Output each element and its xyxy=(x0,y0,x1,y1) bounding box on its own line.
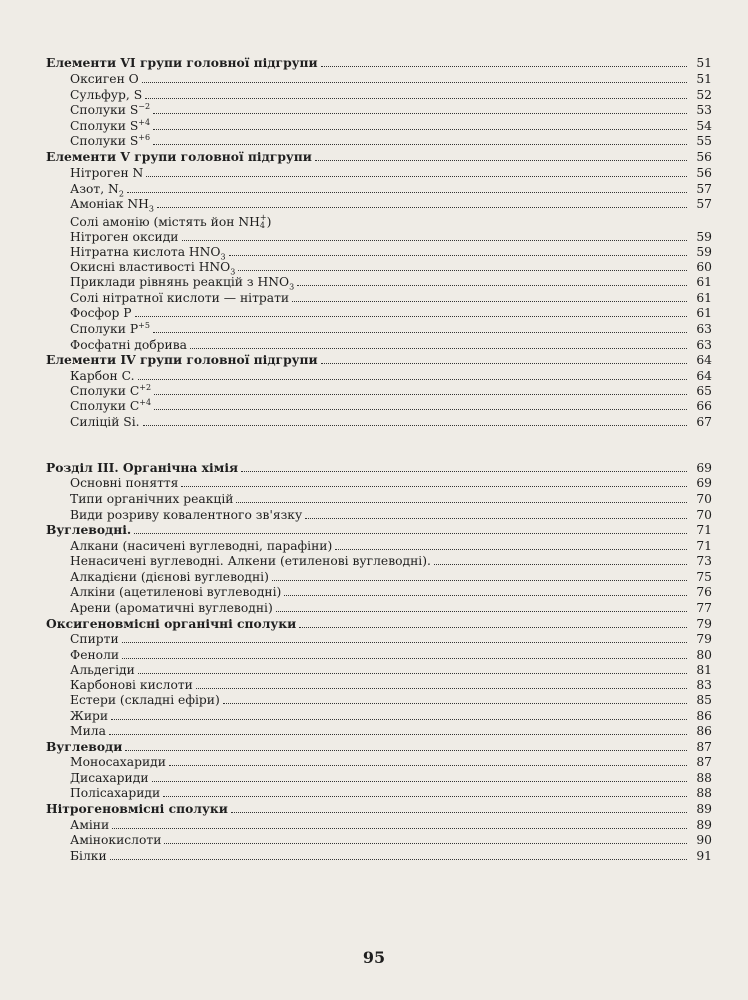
toc-entry-page: 63 xyxy=(696,338,712,352)
toc-entry-title xyxy=(70,475,178,491)
subsup xyxy=(260,214,267,230)
dot-leader xyxy=(305,518,687,519)
toc-entry-page: 75 xyxy=(696,570,712,584)
toc-section-entry xyxy=(46,55,712,71)
dot-leader xyxy=(292,301,687,302)
superscript: +2 xyxy=(139,382,152,392)
toc-entry xyxy=(70,274,712,290)
dot-leader xyxy=(127,192,687,193)
toc-entry-text: Окисні властивості HNO xyxy=(70,260,231,274)
toc-entry xyxy=(70,321,712,337)
toc-entry-page: 70 xyxy=(696,492,712,506)
toc-entry xyxy=(70,102,712,118)
toc-entry xyxy=(70,229,712,245)
toc-entry-text: Оксиген O xyxy=(70,72,139,86)
toc-entry-title xyxy=(70,274,294,290)
toc-entry-title xyxy=(70,584,281,600)
toc-entry xyxy=(70,118,712,134)
dot-leader xyxy=(142,82,687,83)
toc-entry xyxy=(70,196,712,212)
toc-entry-page: 64 xyxy=(696,369,712,383)
dot-leader xyxy=(276,611,687,612)
toc-entry-title xyxy=(70,259,235,275)
toc-entry xyxy=(70,770,712,786)
toc-entry-text: Типи органічних реакцій xyxy=(70,492,234,506)
toc-entry-title xyxy=(70,785,160,801)
toc-entry-text: Елементи IV групи головної підгрупи xyxy=(46,352,318,367)
toc-entry-title xyxy=(46,460,238,476)
dot-leader xyxy=(434,564,687,565)
toc-entry-text: Моносахариди xyxy=(70,755,166,769)
toc-entry-title xyxy=(46,522,131,538)
toc-entry xyxy=(70,305,712,321)
toc-entry xyxy=(70,244,712,260)
toc-entry xyxy=(70,368,712,384)
toc-section-entry xyxy=(46,801,712,817)
toc-entry-page: 90 xyxy=(696,833,712,847)
toc-entry-title xyxy=(70,383,151,399)
toc-entry-title xyxy=(70,337,187,353)
toc-entry-text: Естери (складні ефіри) xyxy=(70,693,220,707)
toc-entry-text: Приклади рівнянь реакцій з HNO xyxy=(70,275,290,289)
toc-entry-text: Феноли xyxy=(70,648,120,662)
dot-leader xyxy=(111,719,687,720)
toc-entry-page: 79 xyxy=(696,617,712,631)
dot-leader xyxy=(223,703,687,704)
toc-entry xyxy=(70,71,712,87)
dot-leader xyxy=(238,270,687,271)
dot-leader xyxy=(190,348,687,349)
toc-entry-text: Арени (ароматичні вуглеводні) xyxy=(70,601,273,615)
toc-entry-text: Дисахариди xyxy=(70,771,149,785)
toc-entry-page: 71 xyxy=(696,539,712,553)
toc-entry xyxy=(70,398,712,414)
toc-entry-page: 51 xyxy=(696,56,712,70)
dot-leader xyxy=(157,207,687,208)
superscript: +4 xyxy=(139,397,152,407)
toc-section-entry xyxy=(46,522,712,538)
toc-entry-page: 83 xyxy=(696,678,712,692)
toc-entry xyxy=(70,491,712,507)
toc-entry-text: Елементи V групи головної підгрупи xyxy=(46,149,312,164)
toc-entry-title xyxy=(70,229,179,245)
toc-entry xyxy=(70,677,712,693)
toc-entry-title xyxy=(70,244,226,260)
toc-entry xyxy=(70,647,712,663)
toc-entry xyxy=(70,584,712,600)
toc-section-entry xyxy=(46,352,712,368)
dot-leader xyxy=(169,765,687,766)
toc-entry xyxy=(70,662,712,678)
toc-entry-text: Карбон C. xyxy=(70,369,135,383)
dot-leader xyxy=(315,160,687,161)
dot-leader xyxy=(143,425,687,426)
toc-entry-text: Мила xyxy=(70,724,106,738)
toc-entry-title xyxy=(70,368,135,384)
toc-entry-title xyxy=(70,214,271,231)
toc-entry-page: 88 xyxy=(696,786,712,800)
toc-entry xyxy=(70,383,712,399)
dot-leader xyxy=(241,471,687,472)
toc-entry-page: 56 xyxy=(696,166,712,180)
toc-entry-page: 51 xyxy=(696,72,712,86)
toc-entry-title xyxy=(70,677,193,693)
toc-entry-text: Алкани (насичені вуглеводні, парафіни) xyxy=(70,539,333,553)
superscript: +6 xyxy=(138,132,151,142)
dot-leader xyxy=(110,859,687,860)
dot-leader xyxy=(299,627,687,628)
toc-entry-page: 79 xyxy=(696,632,712,646)
toc-entry-page: 91 xyxy=(696,849,712,863)
toc-entry-title xyxy=(70,662,135,678)
toc-entry-title xyxy=(70,538,332,554)
dot-leader xyxy=(153,129,687,130)
toc-entry-title xyxy=(70,692,220,708)
dot-leader xyxy=(138,379,687,380)
toc-entry-title xyxy=(70,600,273,616)
toc-entry-text: Сполуки C xyxy=(70,384,140,398)
toc-entry-text: Білки xyxy=(70,849,107,863)
toc-entry-text: Карбонові кислоти xyxy=(70,678,193,692)
toc-entry-text: Альдегіди xyxy=(70,663,135,677)
dot-leader xyxy=(335,549,687,550)
toc-entry-text: Сполуки S xyxy=(70,134,139,148)
dot-leader xyxy=(321,66,687,67)
toc-entry-title xyxy=(70,848,107,864)
toc-entry-page: 56 xyxy=(696,150,712,164)
dot-leader xyxy=(229,255,687,256)
dot-leader xyxy=(153,113,687,114)
toc-section-entry xyxy=(46,616,712,632)
toc-entry-page: 67 xyxy=(696,415,712,429)
toc-entry-text: Нітроген N xyxy=(70,166,144,180)
toc-entry xyxy=(70,754,712,770)
toc-entry-page: 80 xyxy=(696,648,712,662)
toc-entry xyxy=(70,475,712,491)
subscript: 3 xyxy=(230,267,236,277)
dot-leader xyxy=(272,580,687,581)
toc-entry-title xyxy=(70,133,150,149)
toc-entry-title xyxy=(46,55,318,71)
dot-leader xyxy=(182,240,688,241)
toc-entry-page: 86 xyxy=(696,709,712,723)
toc-entry-text: Амінокислоти xyxy=(70,833,162,847)
toc-entry-page: 69 xyxy=(696,476,712,490)
toc-entry xyxy=(70,600,712,616)
subscript: 2 xyxy=(118,189,124,199)
toc-entry-text: Елементи VI групи головної підгрупи xyxy=(46,55,318,70)
toc-entry xyxy=(70,259,712,275)
toc-entry-text: Вуглеводні. xyxy=(46,522,132,537)
toc-entry-text: Полісахариди xyxy=(70,786,161,800)
toc-section-entry xyxy=(46,460,712,476)
dot-leader xyxy=(181,486,687,487)
toc-entry-text: Солі нітратної кислоти — нітрати xyxy=(70,291,290,305)
toc-entry-text: Жири xyxy=(70,709,109,723)
toc-entry-text: Сполуки S xyxy=(70,103,139,117)
toc-entry-text: Алкіни (ацетиленові вуглеводні) xyxy=(70,585,282,599)
toc-entry-text-suffix: ) xyxy=(266,214,272,229)
toc-entry xyxy=(70,414,712,430)
toc-entry xyxy=(70,785,712,801)
toc-entry-page: 69 xyxy=(696,461,712,475)
dot-leader xyxy=(134,533,687,534)
toc-entry-page: 61 xyxy=(696,306,712,320)
superscript: +4 xyxy=(138,117,151,127)
toc-entry xyxy=(70,708,712,724)
toc-entry-text: Аміни xyxy=(70,818,110,832)
toc-entry-text: Сульфур, S xyxy=(70,88,143,102)
dot-leader xyxy=(164,843,687,844)
dot-leader xyxy=(125,750,687,751)
toc-entry-title xyxy=(70,87,142,103)
toc-entry-page: 65 xyxy=(696,384,712,398)
toc-entry-page: 60 xyxy=(696,260,712,274)
subscript: 3 xyxy=(289,282,295,292)
subscript: 3 xyxy=(220,252,226,262)
dot-leader xyxy=(145,98,687,99)
dot-leader xyxy=(138,673,687,674)
toc-entry-title xyxy=(70,569,269,585)
toc-entry-page: 59 xyxy=(696,245,712,259)
dot-leader xyxy=(321,363,687,364)
dot-leader xyxy=(152,781,687,782)
toc-entry-page: 57 xyxy=(696,197,712,211)
toc-entry-title xyxy=(70,290,289,306)
toc-entry-page: 86 xyxy=(696,724,712,738)
toc-entry-title xyxy=(70,165,143,181)
toc-entry xyxy=(70,214,712,230)
dot-leader xyxy=(196,688,687,689)
toc-entry-text: Алкадієни (дієнові вуглеводні) xyxy=(70,570,269,584)
dot-leader xyxy=(154,409,687,410)
toc-entry-title xyxy=(70,305,132,321)
toc-entry-page: 76 xyxy=(696,585,712,599)
toc-entry-text: Вуглеводи xyxy=(46,739,123,754)
toc-entry-text: Оксигеновмісні органічні сполуки xyxy=(46,616,297,631)
toc-entry-text: Нітрогеновмісні сполуки xyxy=(46,801,228,816)
toc-entry-page: 87 xyxy=(696,755,712,769)
toc-section-entry xyxy=(46,739,712,755)
toc-entry-text: Сполуки P xyxy=(70,322,139,336)
subscript: 4 xyxy=(259,221,265,230)
toc-entry xyxy=(70,133,712,149)
dot-leader xyxy=(135,316,687,317)
toc-entry-title xyxy=(70,647,119,663)
toc-entry-text: Солі амонію (містять йон NH xyxy=(70,214,260,229)
toc-entry-text: Ненасичені вуглеводні. Алкени (етиленові вуглеводні). xyxy=(70,554,431,568)
toc-entry-page: 53 xyxy=(696,103,712,117)
toc-entry-page: 89 xyxy=(696,802,712,816)
toc-entry xyxy=(70,692,712,708)
toc-entry-title xyxy=(46,801,228,817)
toc-entry xyxy=(70,631,712,647)
dot-leader xyxy=(284,595,687,596)
page-number: 95 xyxy=(362,948,386,967)
toc-entry-text: Основні поняття xyxy=(70,476,179,490)
dot-leader xyxy=(109,734,687,735)
toc-entry-page: 54 xyxy=(696,119,712,133)
toc-entry-page: 87 xyxy=(696,740,712,754)
toc-entry-page: 89 xyxy=(696,818,712,832)
toc-entry xyxy=(70,832,712,848)
toc-entry-title xyxy=(70,553,431,569)
dot-leader xyxy=(236,502,687,503)
toc-entry-text: Нітратна кислота HNO xyxy=(70,245,221,259)
toc-entry-page: 61 xyxy=(696,275,712,289)
toc-entry-title xyxy=(70,708,108,724)
toc-entry xyxy=(70,87,712,103)
toc-entry-title xyxy=(70,631,119,647)
dot-leader xyxy=(297,285,687,286)
dot-leader xyxy=(163,796,687,797)
toc-entry-title xyxy=(70,71,139,87)
dot-leader xyxy=(112,828,687,829)
toc-entry-title xyxy=(70,770,149,786)
toc-entry-title xyxy=(70,118,150,134)
toc-entry xyxy=(70,290,712,306)
toc-entry-title xyxy=(70,754,166,770)
toc-entry-text: Азот, N xyxy=(70,182,119,196)
toc-entry-page: 88 xyxy=(696,771,712,785)
toc-entry-title xyxy=(70,321,150,337)
toc-entry-text: Сполуки C xyxy=(70,399,140,413)
toc-entry-text: Нітроген оксиди xyxy=(70,230,179,244)
toc-entry-title xyxy=(70,723,106,739)
toc-entry-title xyxy=(70,832,161,848)
toc-entry-text: Силіцій Si. xyxy=(70,415,140,429)
toc-entry-text: Амоніак NH xyxy=(70,197,149,211)
toc-entry-page: 85 xyxy=(696,693,712,707)
toc-entry xyxy=(70,337,712,353)
toc-entry-title xyxy=(70,398,151,414)
toc-entry-text: Спирти xyxy=(70,632,119,646)
toc-entry-title xyxy=(70,196,154,212)
toc-entry-title xyxy=(70,507,302,523)
toc-entry-page: 81 xyxy=(696,663,712,677)
toc-entry-title xyxy=(46,352,318,368)
toc-entry xyxy=(70,817,712,833)
toc-entry xyxy=(70,538,712,554)
toc-entry-page: 66 xyxy=(696,399,712,413)
toc-entry-page: 64 xyxy=(696,353,712,367)
toc-entry-page: 59 xyxy=(696,230,712,244)
toc-entry xyxy=(70,181,712,197)
dot-leader xyxy=(153,144,687,145)
toc-entry xyxy=(70,723,712,739)
dot-leader xyxy=(146,176,687,177)
toc-entry-title xyxy=(70,181,124,197)
toc-entry-title xyxy=(70,817,109,833)
toc-entry-page: 55 xyxy=(696,134,712,148)
toc-entry-text: Види розриву ковалентного зв'язку xyxy=(70,508,303,522)
subscript: 3 xyxy=(148,204,154,214)
toc-entry-page: 57 xyxy=(696,182,712,196)
toc-entry xyxy=(70,569,712,585)
toc-entry-title xyxy=(70,491,233,507)
toc-section-entry xyxy=(46,149,712,165)
toc-entry-text: Фосфатні добрива xyxy=(70,338,187,352)
toc-entry-text: Сполуки S xyxy=(70,119,139,133)
dot-leader xyxy=(122,642,687,643)
toc-entry-text: Розділ III. Органічна хімія xyxy=(46,460,239,475)
toc-entry-text: Фосфор P xyxy=(70,306,132,320)
toc-entry-page: 61 xyxy=(696,291,712,305)
dot-leader xyxy=(122,658,687,659)
toc-entry-title xyxy=(46,616,296,632)
toc-entry-title xyxy=(46,739,122,755)
toc-entry-page: 63 xyxy=(696,322,712,336)
dot-leader xyxy=(231,812,687,813)
toc-entry xyxy=(70,848,712,864)
toc-entry-title xyxy=(70,414,140,430)
superscript: −2 xyxy=(138,101,151,111)
toc-entry-title xyxy=(70,102,150,118)
toc-entry-title xyxy=(46,149,312,165)
toc-entry-page: 73 xyxy=(696,554,712,568)
dot-leader xyxy=(154,394,687,395)
toc-entry-page: 71 xyxy=(696,523,712,537)
toc-entry xyxy=(70,507,712,523)
toc-entry xyxy=(70,165,712,181)
toc-entry-page: 52 xyxy=(696,88,712,102)
dot-leader xyxy=(153,332,687,333)
superscript: + xyxy=(259,213,267,222)
toc-entry xyxy=(70,553,712,569)
toc-entry-page: 77 xyxy=(696,601,712,615)
superscript: +5 xyxy=(138,320,150,330)
toc-entry-page: 70 xyxy=(696,508,712,522)
